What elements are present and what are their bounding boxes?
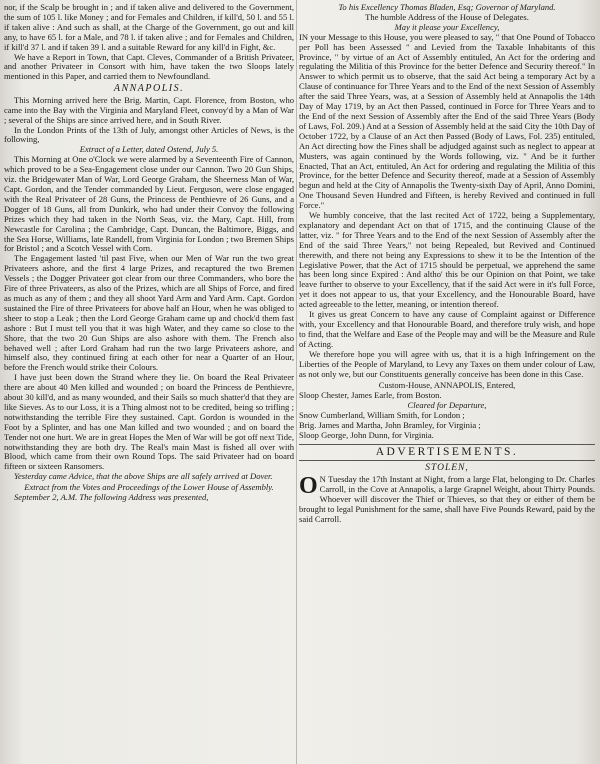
stolen-heading: STOLEN,: [425, 463, 469, 474]
address-paragraph-2: We humbly conceive, that the last recited Act of 1722, being a Supplementary, explanatory and dependant Act on that of 1715, and the continuing Clause of the latter, viz. " for Three Years and to the End of the next Session of Assembly after the End of the said Three Years," not being Repealed, but Revived and Continued therewith, and there not being any Expressions to shew it to be the Intention of the Legislative Power, that the Act of 1715 should be perpetual, we apprehend the same has been long since Expired : And altho' this be our Opinion on that Point, we take leave further to observe to your Excellency, that if the said Act were in it's full Force, yet it does not appear to us, that your Excellency, and the Honourable Board, have acted agreeable to the letter, meaning, or intention thereof.: [299, 210, 595, 310]
entered-vessel: Sloop Chester, James Earle, from Boston.: [299, 390, 442, 401]
cleared-vessel: Snow Cumberland, William Smith, for London ;: [299, 410, 465, 421]
stolen-advert-text: N Tuesday the 17th Instant at Night, from a large Flat, belonging to Dr. Charles Carroll, in the Cove at Annapolis, a large Grapnel Weight, about Thirty Pounds. Whoever will discover the Thief or Thieves, so that they or either of them be brought to legal Punishment for the same, shall have Five Pounds Reward, paid by the said Carroll.: [299, 474, 595, 524]
bounty-paragraph: nor, if the Scalp be brought in ; and if taken alive and delivered to the Government, the sum of 105 l. like Money ; and for Females and Children, if kill'd, 50 l. and 55 l. if taken alive : And such as shall, at the Charge of the Government, go out and kill any, to have 65 l. for a Male, and 78 l. if taken alive ; and for Females and Children, if kill'd 37 l. and if taken 39 l. and a suitable Reward for any kill'd in Fight, &c.: [4, 3, 294, 52]
address-sender: The humble Address of the House of Delegates.: [365, 11, 529, 22]
london-prints-intro: In the London Prints of the 13th of July, amongst other Articles of News, is the following,: [4, 124, 294, 145]
ostend-letter-title: Extract of a Letter, dated Ostend, July 5.: [79, 144, 219, 155]
sea-engagement-paragraph: This Morning at One o'Clock we were alarmed by a Seventeenth Fire of Cannon, which proved to be a Sea-Engagement close under our Cannon. Two 20 Gun Ships, viz. the Bridgewater Man of War, Lord George Graham, the Sheerness Man of War, Capt. Gordon, and the Tender commanded by Lieut. Ferguson, were close engaged with the Real Privateer of 28 Guns, the Princess de Penthievre of 26 Guns, and a Dogger of 18 Guns, all from Dunkirk, who had under their Convoy the following Prizes which they had taken in the North Seas, viz. the Mary, Capt. Hill, from Newcastle for Carolina ; the Cambridge, Capt. Duncan, the Baltimore, Biggs, and the Sea Horse, Williams, late Randell, from Virginia for London ; two Bremen Ships for Bristol ; and a Scotch Vessel with Corn.: [4, 154, 294, 254]
strand-report-paragraph: I have just been down the Strand where they lie. On board the Real Privateer there are about 40 Men killed and wounded ; on board the Princess de Penthievre, about 30 kill'd, and as many wounded, and their Sails so much shatter'd that they are like Sieves. As to our Loss, it is a Thing almost not to be credited, being so trifling ; notwithstanding the terrible Fire they sustained. Capt. Gordon is wounded in the Foot by a Splinter, and has one Man killed and two wounded ; and on board the Tender not one hurt. We are in great Hopes the Men of War will be got off next Tide, notwithstanding they are both dry. The Real's main Mast is fished all over with Blood, which came from their own Round Tops. The said Privateer had on board fifteen or sixteen Ransomers.: [4, 372, 294, 472]
left-column: [4, 3, 294, 760]
customs-entered-heading: Custom-House, ANNAPOLIS, Entered,: [378, 380, 516, 391]
engagement-lasted-paragraph: The Engagement lasted 'til past Five, when our Men of War run the two great Privateers ashore, and the first 4 large Prizes, and recaptured the two Bremen Vessels ; the Dogger Privateer got clear from our three Commanders, who bore the Fire of three Privateers, as also of the Prizes, which are all Ships of Force, and fired as much as any of them ; and they all shoot Yard Arm and Yard Arm. Capt. Gordon sustained the Fire of three Privateers for above half an Hour, when he was obliged to sheer to stop a Leak ; then the Lord George Graham came up and chock'd them fast ashore : But I must tell you that it was high Water, and they came so close to the Shore, that the two 20 Gun Ships are also ashore with them. The French also behaved well ; after Lord Graham had run the two large Privateers ashore, and himself also, they continued firing at each other for near a Quarter of an Hour, before the French would strike their Colours.: [4, 253, 294, 373]
advertisements-heading: ADVERTISEMENTS.: [299, 444, 595, 461]
address-paragraph-3: It gives us great Concern to have any cause of Complaint against or Difference with, your Excellency and that Honourable Board, and therefore truly wish, and hope to find, that the Welfare and Ease of the People may and will be the Measure and Rule of Acting.: [299, 309, 595, 349]
column-divider: [296, 0, 297, 764]
votes-extract-title: Extract from the Votes and Proceedings of the Lower House of Assembly.: [24, 482, 274, 493]
address-paragraph-1: IN your Message to this House, you were pleased to say, " that One Pound of Tobacco per Poll has been Assessed " and Levied from the Taxable Inhabitants of this Province, " by virtue of an Act of Assembly entituled, An Act for the ordering and regulating the Militia of this Province for the better Defence and Security thereof." In Answer to which permit us to observe, that the said Act being a temporary Act by a Clause of continuance for Three Years and to the End of the next Session of Assembly after the said Three Years, was, at a Session of Assembly held at Annapolis the 14th Day of May 1719, by an Act then Passed, continued in Force for Three Years and to the End of the next Session of Assembly after the End of the said Three Years (Body of Laws, Fol. 209.) And at a Session of Assembly held at the said City the 10th Day of October 1722, by a Clause of an Act then Passed (Body of Laws, Fol. 235) entituled, An Act directing how the Fines shall be adjudged against such as neglect to appear at Musters, was again continued by the Words following, viz. " And be it further Enacted, That an Act, entituled, An Act for ordering and regulating the Militia of this Province, for the better Defence and Security thereof, made at a Session of Assembly begun and held at the City of Annapolis the Twenty-sixth Day of April, Anno Domini, One Thousand Seven Hundred and Fifteen, is hereby Revived and continued in full Force.": [299, 31, 595, 211]
brig-arrival: This Morning arrived here the Brig. Martin, Capt. Florence, from Boston, who came into the Bay with the Virginia and Maryland Fleet, convoy'd by a Man of War ; several of the Ships are since arrived here, and in South River.: [4, 94, 294, 125]
privateer-report: We have a Report in Town, that Capt. Cleves, Commander of a British Privateer, and another Privateer in Consort with him, have taken the two Sloops lately mentioned in this Paper, and carried them to Newfoundland.: [4, 51, 294, 82]
annapolis-dateline: ANNAPOLIS.: [113, 83, 185, 95]
cleared-vessel: Brig. James and Martha, John Bramley, for Virginia ;: [299, 420, 481, 431]
cleared-vessel: Sloop George, John Dunn, for Virginia.: [299, 429, 434, 440]
drop-cap: O: [299, 473, 318, 500]
right-column: [299, 3, 595, 760]
stolen-advert: [299, 475, 595, 525]
address-recipient: To his Excellency Thomas Bladen, Esq; Governor of Maryland.: [338, 3, 556, 12]
address-paragraph-4: We therefore hope you will agree with us, that it is a high Infringement on the Liberties of the People of Maryland, to Levy any Taxes on them under colour of Law, as not only we, but our Constituents generally conceive has been done in this Case.: [299, 348, 595, 379]
cleared-heading: Cleared for Departure,: [407, 400, 487, 411]
dover-advice: Yesterday came Advice, that the above Ships are all safely arrived at Dover.: [14, 471, 273, 482]
address-salutation: May it please your Excellency,: [394, 21, 500, 32]
address-presented-line: September 2, A.M. The following Address was presented,: [14, 492, 209, 503]
